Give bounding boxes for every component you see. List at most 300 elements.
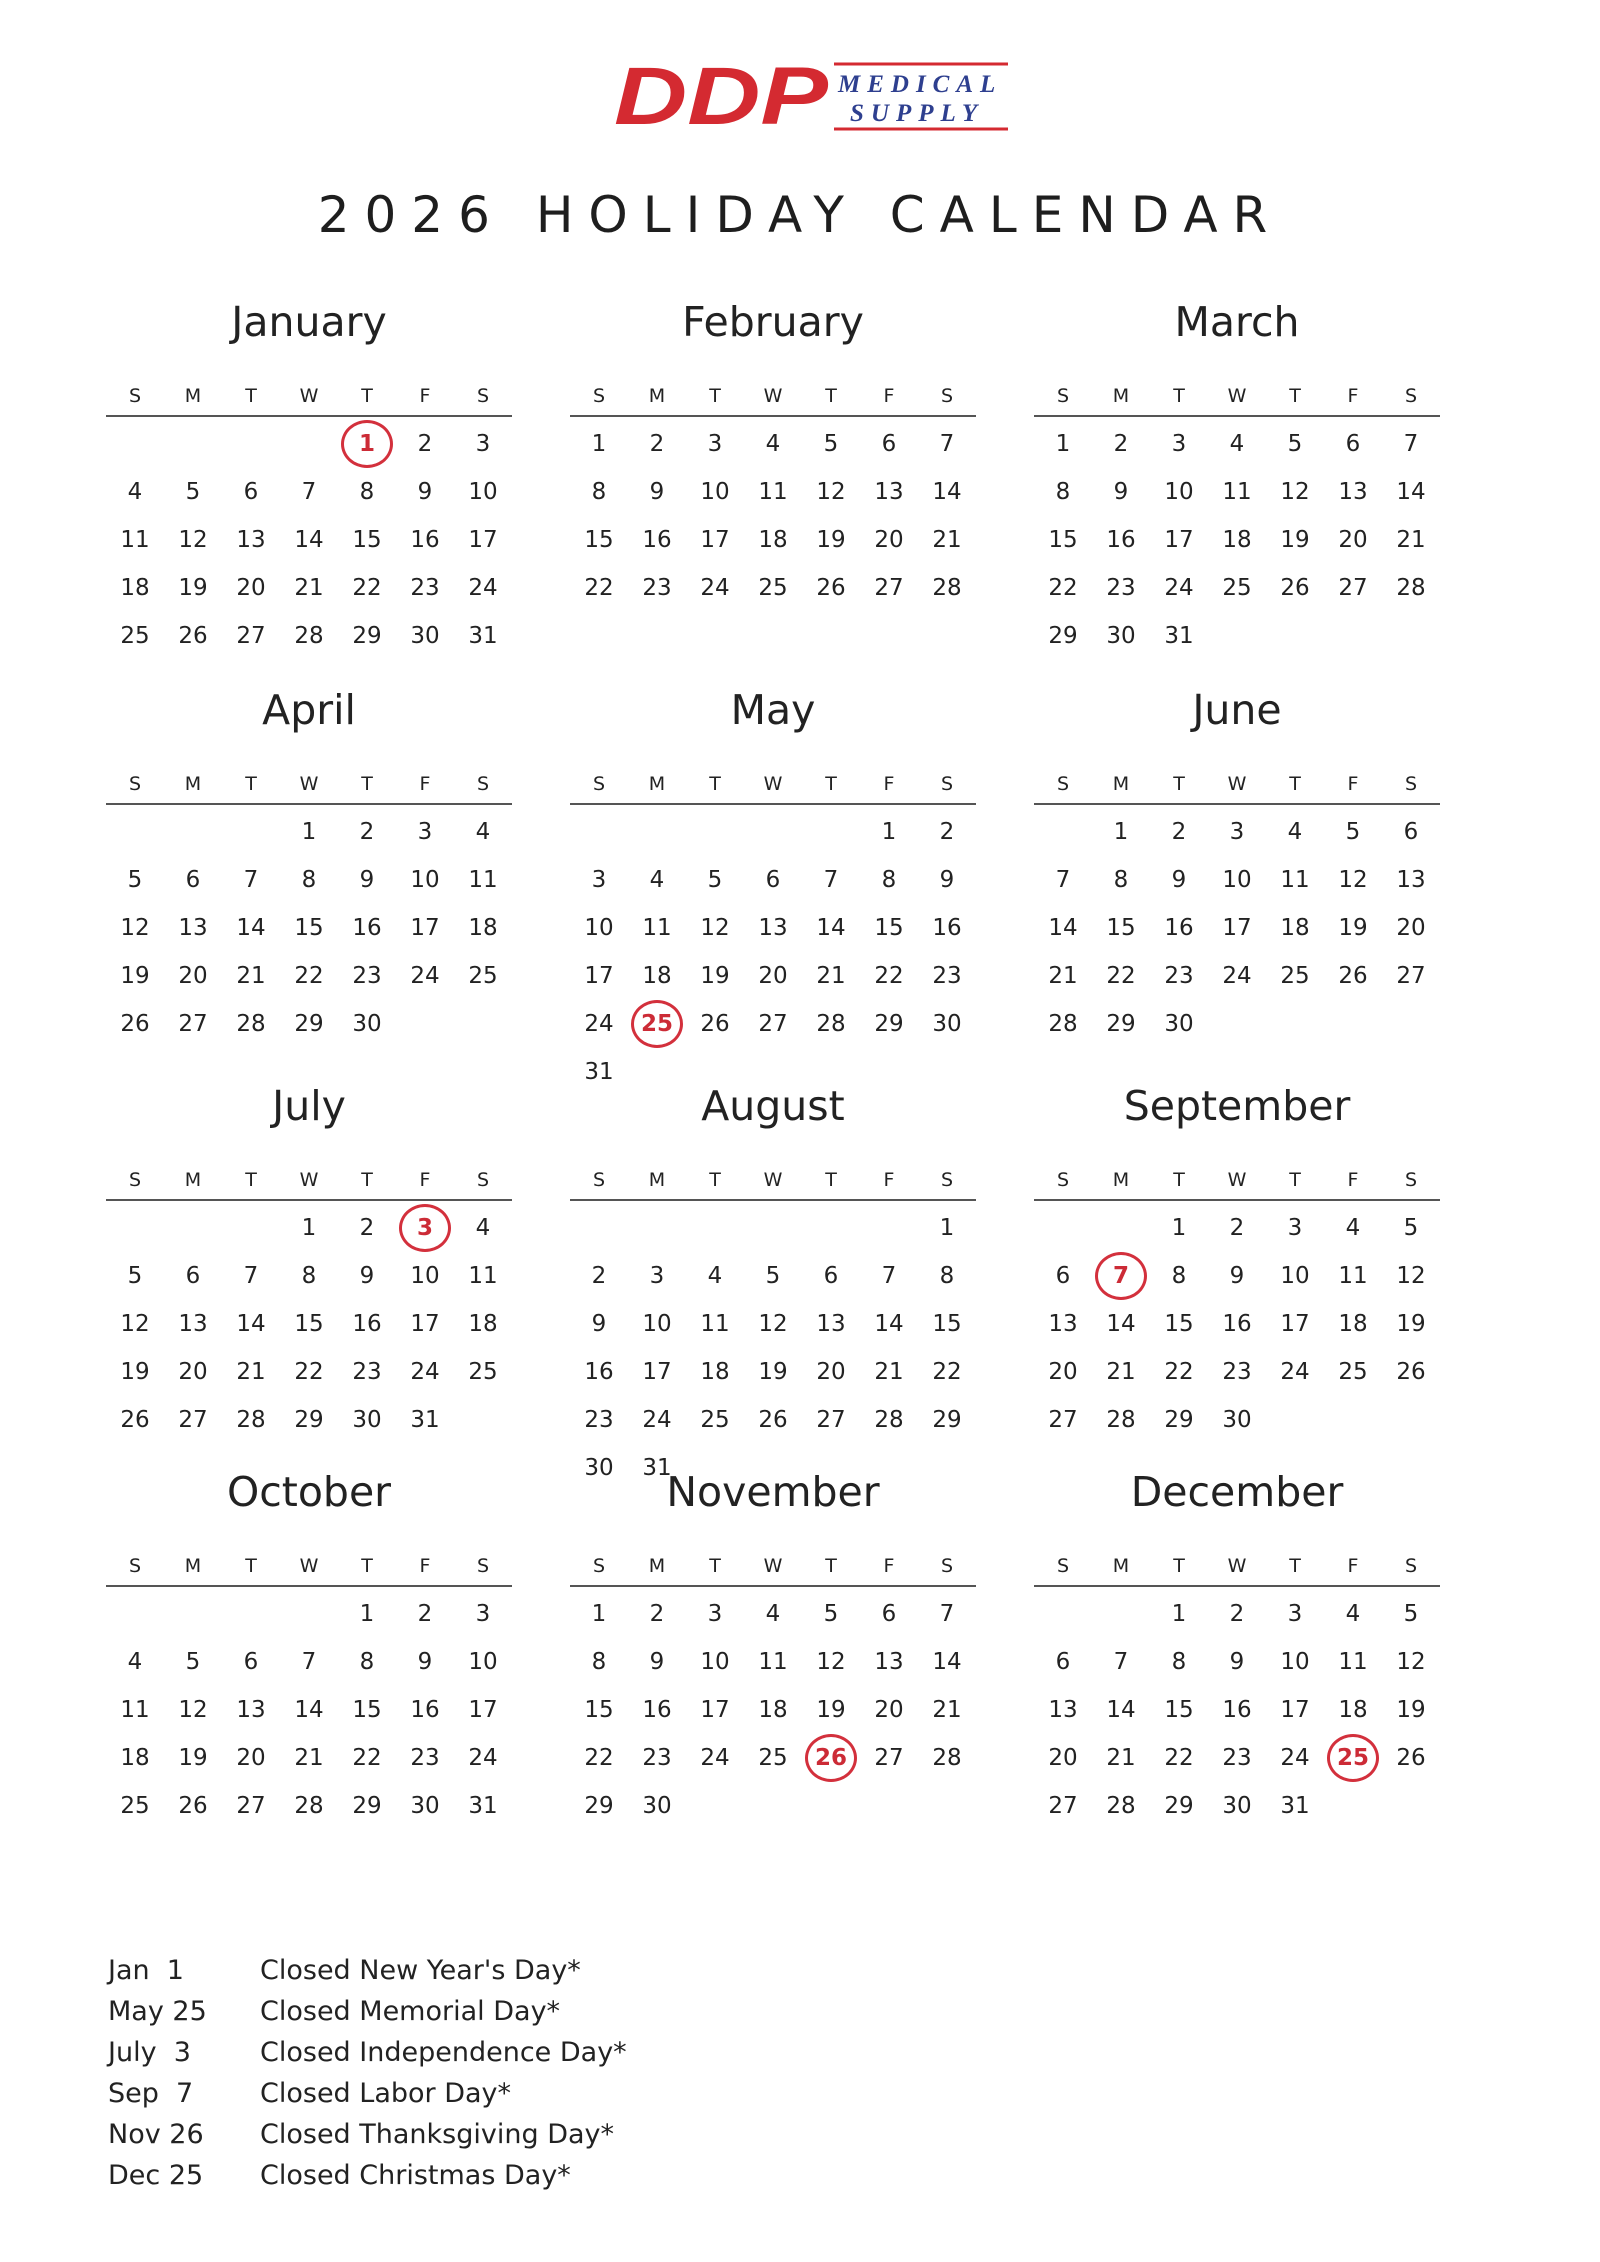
weekday-header: [570, 1169, 976, 1201]
calendar-day: 15: [294, 915, 324, 941]
calendar-day: 10: [1222, 867, 1252, 893]
calendar-day: 23: [352, 1359, 382, 1385]
calendar-day: 17: [410, 1311, 440, 1337]
calendar-day: 14: [294, 527, 324, 553]
calendar-day: 10: [410, 1263, 440, 1289]
calendar-day: 19: [178, 1745, 208, 1771]
calendar-day: 13: [874, 1649, 904, 1675]
month-april: [106, 686, 512, 1066]
calendar-day: 5: [185, 479, 201, 505]
weekday-label: W: [1227, 385, 1247, 407]
calendar-day: 20: [1048, 1745, 1078, 1771]
calendar-day: 30: [352, 1011, 382, 1037]
weekday-header: [106, 1169, 512, 1201]
holiday-list-date: Dec 25: [108, 2160, 204, 2191]
calendar-day: 5: [765, 1263, 781, 1289]
holiday-date: 3: [416, 1215, 433, 1241]
calendar-day: 30: [1164, 1011, 1194, 1037]
calendar-day: 31: [468, 623, 498, 649]
calendar-day: 15: [352, 527, 382, 553]
weekday-label: S: [592, 1555, 606, 1577]
calendar-day: 5: [1345, 819, 1361, 845]
weekday-label: M: [1112, 1169, 1130, 1191]
weekday-label: S: [476, 1555, 490, 1577]
calendar-day: 27: [874, 575, 904, 601]
calendar-day: 26: [816, 575, 846, 601]
calendar-day: 22: [1106, 963, 1136, 989]
calendar-day: 26: [1396, 1359, 1426, 1385]
weekday-label: T: [245, 773, 257, 795]
calendar-day: 13: [1048, 1311, 1078, 1337]
calendar-day: 23: [642, 1745, 672, 1771]
weekday-label: T: [709, 1169, 721, 1191]
calendar-day: 24: [700, 1745, 730, 1771]
calendar-day: 17: [468, 527, 498, 553]
weekday-label: W: [299, 1169, 319, 1191]
calendar-day: 13: [178, 1311, 208, 1337]
month-name: July: [272, 1082, 346, 1130]
calendar-day: 15: [584, 1697, 614, 1723]
calendar-day: 11: [758, 1649, 788, 1675]
calendar-day: 31: [1280, 1793, 1310, 1819]
calendar-day: 24: [642, 1407, 672, 1433]
calendar-day: 25: [468, 1359, 498, 1385]
weekday-label: W: [763, 1555, 783, 1577]
calendar-day: 27: [1048, 1793, 1078, 1819]
calendar-day: 21: [1106, 1745, 1136, 1771]
calendar-day: 1: [1055, 431, 1071, 457]
weekday-label: W: [763, 1169, 783, 1191]
calendar-day: 25: [120, 1793, 150, 1819]
calendar-day: 26: [120, 1407, 150, 1433]
calendar-day: 25: [700, 1407, 730, 1433]
calendar-day: 17: [468, 1697, 498, 1723]
weekday-label: T: [1289, 385, 1301, 407]
calendar-day: 10: [410, 867, 440, 893]
calendar-day: 27: [236, 623, 266, 649]
weekday-label: F: [1347, 385, 1359, 407]
calendar-day: 19: [120, 963, 150, 989]
calendar-day: 20: [874, 1697, 904, 1723]
holiday-date: 7: [1112, 1263, 1129, 1289]
calendar-day: 18: [120, 1745, 150, 1771]
calendar-day: 6: [1055, 1649, 1071, 1675]
calendar-day: 31: [410, 1407, 440, 1433]
calendar-day: 29: [1106, 1011, 1136, 1037]
calendar-day: 19: [178, 575, 208, 601]
calendar-day: 25: [468, 963, 498, 989]
month-name: May: [730, 686, 816, 734]
calendar-day: 14: [1106, 1311, 1136, 1337]
calendar-day: 13: [236, 1697, 266, 1723]
calendar-day: 28: [1048, 1011, 1078, 1037]
weekday-header: [1034, 385, 1440, 417]
month-name: April: [262, 686, 356, 734]
month-december: [1034, 1468, 1440, 1848]
calendar-day: 16: [410, 1697, 440, 1723]
calendar-day: 11: [120, 527, 150, 553]
calendar-day: 4: [127, 479, 143, 505]
calendar-day: 13: [178, 915, 208, 941]
weekday-label: F: [419, 1169, 431, 1191]
calendar-day: 24: [584, 1011, 614, 1037]
calendar-day: 8: [359, 479, 375, 505]
calendar-day: 7: [243, 867, 259, 893]
calendar-day: 10: [1280, 1263, 1310, 1289]
calendar-day: 9: [1229, 1263, 1245, 1289]
calendar-day: 29: [294, 1407, 324, 1433]
month-november: [570, 1468, 976, 1848]
calendar-day: 19: [1396, 1697, 1426, 1723]
calendar-day: 2: [939, 819, 955, 845]
calendar-day: 30: [1222, 1793, 1252, 1819]
calendar-day: 2: [417, 431, 433, 457]
month-june: [1034, 686, 1440, 1066]
weekday-label: T: [361, 385, 373, 407]
calendar-day: 5: [823, 431, 839, 457]
logo-brand: DDP: [614, 54, 829, 134]
calendar-day: 8: [939, 1263, 955, 1289]
calendar-day: 20: [1338, 527, 1368, 553]
calendar-day: 14: [236, 1311, 266, 1337]
calendar-day: 8: [1113, 867, 1129, 893]
calendar-day: 7: [823, 867, 839, 893]
calendar-day: 5: [127, 867, 143, 893]
calendar-day: 9: [1229, 1649, 1245, 1675]
month-september: [1034, 1082, 1440, 1462]
month-may: [570, 686, 976, 1085]
weekday-label: F: [1347, 1169, 1359, 1191]
calendar-day: 4: [707, 1263, 723, 1289]
weekday-label: S: [940, 1169, 954, 1191]
calendar-day: 12: [178, 527, 208, 553]
month-february: [570, 298, 976, 678]
weekday-label: S: [940, 385, 954, 407]
weekday-header: [106, 385, 512, 417]
calendar-day: 20: [236, 1745, 266, 1771]
calendar-day: 24: [700, 575, 730, 601]
calendar-day: 9: [591, 1311, 607, 1337]
calendar-day: 26: [1338, 963, 1368, 989]
weekday-label: S: [1404, 773, 1418, 795]
weekday-label: S: [476, 1169, 490, 1191]
calendar-day: 11: [758, 479, 788, 505]
calendar-day: 25: [1222, 575, 1252, 601]
calendar-day: 6: [881, 1601, 897, 1627]
calendar-day: 31: [584, 1059, 614, 1085]
calendar-day: 11: [1338, 1649, 1368, 1675]
calendar-day: 12: [1396, 1649, 1426, 1675]
weekday-label: M: [184, 1169, 202, 1191]
calendar-day: 10: [1164, 479, 1194, 505]
calendar-day: 5: [823, 1601, 839, 1627]
calendar-day: 4: [765, 1601, 781, 1627]
calendar-day: 17: [700, 1697, 730, 1723]
calendar-day: 19: [1338, 915, 1368, 941]
calendar-day: 6: [881, 431, 897, 457]
calendar-day: 25: [120, 623, 150, 649]
calendar-day: 21: [932, 1697, 962, 1723]
calendar-day: 15: [294, 1311, 324, 1337]
weekday-label: M: [648, 1555, 666, 1577]
calendar-day: 19: [816, 527, 846, 553]
weekday-label: W: [299, 773, 319, 795]
calendar-day: 12: [816, 1649, 846, 1675]
calendar-day: 17: [584, 963, 614, 989]
calendar-day: 3: [1287, 1215, 1303, 1241]
logo-line1: MEDICAL: [838, 71, 1003, 98]
calendar-day: 27: [874, 1745, 904, 1771]
calendar-day: 14: [1396, 479, 1426, 505]
calendar-day: 20: [178, 963, 208, 989]
calendar-day: 2: [359, 1215, 375, 1241]
holiday-list-description: Closed Memorial Day*: [260, 1996, 561, 2027]
calendar-day: 9: [417, 479, 433, 505]
calendar-day: 7: [301, 479, 317, 505]
calendar-day: 5: [1403, 1601, 1419, 1627]
month-name: January: [231, 298, 387, 346]
calendar-day: 24: [410, 1359, 440, 1385]
calendar-day: 23: [642, 575, 672, 601]
calendar-day: 22: [1048, 575, 1078, 601]
calendar-day: 24: [1164, 575, 1194, 601]
calendar-day: 18: [120, 575, 150, 601]
calendar-day: 4: [475, 819, 491, 845]
calendar-day: 18: [468, 915, 498, 941]
calendar-day: 8: [1055, 479, 1071, 505]
calendar-day: 27: [178, 1011, 208, 1037]
calendar-day: 14: [874, 1311, 904, 1337]
calendar-day: 16: [1106, 527, 1136, 553]
calendar-day: 13: [1396, 867, 1426, 893]
calendar-day: 16: [410, 527, 440, 553]
calendar-day: 20: [758, 963, 788, 989]
calendar-day: 26: [1280, 575, 1310, 601]
calendar-day: 18: [1338, 1697, 1368, 1723]
calendar-day: 1: [881, 819, 897, 845]
month-name: March: [1174, 298, 1300, 346]
calendar-day: 28: [932, 1745, 962, 1771]
weekday-label: T: [825, 773, 837, 795]
calendar-day: 10: [468, 479, 498, 505]
calendar-day: 15: [1164, 1311, 1194, 1337]
calendar-day: 11: [1280, 867, 1310, 893]
calendar-day: 18: [758, 527, 788, 553]
calendar-day: 21: [236, 963, 266, 989]
calendar-day: 8: [301, 1263, 317, 1289]
calendar-day: 13: [816, 1311, 846, 1337]
calendar-day: 8: [301, 867, 317, 893]
calendar-day: 2: [417, 1601, 433, 1627]
calendar-day: 11: [642, 915, 672, 941]
calendar-day: 23: [1106, 575, 1136, 601]
calendar-day: 23: [1222, 1359, 1252, 1385]
weekday-label: T: [709, 773, 721, 795]
calendar-day: 6: [185, 867, 201, 893]
holiday-list-description: Closed Independence Day*: [260, 2037, 627, 2068]
calendar-day: 13: [1338, 479, 1368, 505]
holiday-date: 25: [1336, 1745, 1369, 1771]
weekday-label: S: [1404, 1555, 1418, 1577]
calendar-day: 18: [468, 1311, 498, 1337]
calendar-day: 19: [700, 963, 730, 989]
calendar-day: 29: [1048, 623, 1078, 649]
weekday-header: [1034, 1169, 1440, 1201]
calendar-day: 29: [352, 1793, 382, 1819]
calendar-day: 17: [1280, 1697, 1310, 1723]
calendar-day: 2: [591, 1263, 607, 1289]
calendar-day: 21: [874, 1359, 904, 1385]
calendar-day: 2: [1229, 1215, 1245, 1241]
calendar-day: 12: [120, 915, 150, 941]
weekday-label: T: [709, 1555, 721, 1577]
weekday-label: F: [419, 773, 431, 795]
calendar-day: 30: [932, 1011, 962, 1037]
holiday-list-date: Jan 1: [108, 1955, 184, 1986]
calendar-day: 15: [932, 1311, 962, 1337]
calendar-day: 22: [932, 1359, 962, 1385]
month-name: September: [1123, 1082, 1351, 1130]
calendar-day: 1: [1171, 1601, 1187, 1627]
calendar-day: 16: [1164, 915, 1194, 941]
calendar-day: 1: [591, 431, 607, 457]
calendar-day: 29: [294, 1011, 324, 1037]
calendar-day: 23: [410, 1745, 440, 1771]
calendar-day: 3: [1171, 431, 1187, 457]
calendar-day: 17: [1164, 527, 1194, 553]
calendar-day: 23: [1164, 963, 1194, 989]
calendar-day: 15: [1106, 915, 1136, 941]
calendar-day: 9: [939, 867, 955, 893]
calendar-day: 7: [939, 431, 955, 457]
calendar-day: 18: [700, 1359, 730, 1385]
calendar-day: 10: [700, 479, 730, 505]
calendar-day: 8: [1171, 1263, 1187, 1289]
calendar-day: 20: [1396, 915, 1426, 941]
calendar-day: 29: [932, 1407, 962, 1433]
weekday-header: [106, 773, 512, 805]
weekday-label: T: [245, 1555, 257, 1577]
calendar-day: 3: [707, 1601, 723, 1627]
calendar-day: 14: [932, 1649, 962, 1675]
calendar-day: 6: [185, 1263, 201, 1289]
calendar-day: 17: [642, 1359, 672, 1385]
calendar-day: 16: [1222, 1311, 1252, 1337]
weekday-label: F: [883, 1555, 895, 1577]
calendar-day: 3: [649, 1263, 665, 1289]
calendar-day: 26: [178, 1793, 208, 1819]
weekday-header: [1034, 1555, 1440, 1587]
calendar-day: 26: [1396, 1745, 1426, 1771]
calendar-day: 10: [700, 1649, 730, 1675]
calendar-day: 1: [1171, 1215, 1187, 1241]
calendar-day: 8: [1171, 1649, 1187, 1675]
calendar-day: 1: [301, 1215, 317, 1241]
calendar-day: 15: [1164, 1697, 1194, 1723]
calendar-day: 3: [475, 1601, 491, 1627]
calendar-day: 11: [468, 1263, 498, 1289]
weekday-label: F: [419, 1555, 431, 1577]
weekday-header: [570, 773, 976, 805]
calendar-day: 16: [352, 1311, 382, 1337]
calendar-day: 17: [1222, 915, 1252, 941]
calendar-day: 13: [874, 479, 904, 505]
calendar-day: 26: [178, 623, 208, 649]
calendar-day: 11: [120, 1697, 150, 1723]
calendar-day: 28: [816, 1011, 846, 1037]
calendar-day: 31: [468, 1793, 498, 1819]
calendar-day: 21: [1396, 527, 1426, 553]
weekday-label: S: [1056, 773, 1070, 795]
calendar-day: 11: [1338, 1263, 1368, 1289]
calendar-day: 20: [1048, 1359, 1078, 1385]
calendar-day: 17: [410, 915, 440, 941]
calendar-day: 30: [584, 1455, 614, 1481]
calendar-day: 23: [932, 963, 962, 989]
weekday-label: M: [184, 773, 202, 795]
calendar-day: 14: [816, 915, 846, 941]
weekday-label: W: [1227, 1169, 1247, 1191]
weekday-label: T: [825, 385, 837, 407]
calendar-day: 30: [1222, 1407, 1252, 1433]
calendar-day: 15: [874, 915, 904, 941]
calendar-day: 24: [410, 963, 440, 989]
weekday-label: M: [648, 385, 666, 407]
holiday-date: 25: [640, 1011, 673, 1037]
calendar-day: 20: [816, 1359, 846, 1385]
weekday-label: S: [128, 1555, 142, 1577]
calendar-day: 27: [1338, 575, 1368, 601]
calendar-day: 20: [178, 1359, 208, 1385]
calendar-day: 4: [649, 867, 665, 893]
calendar-day: 4: [127, 1649, 143, 1675]
weekday-label: F: [1347, 773, 1359, 795]
calendar-day: 18: [1222, 527, 1252, 553]
calendar-day: 3: [1287, 1601, 1303, 1627]
calendar-day: 27: [1396, 963, 1426, 989]
calendar-day: 21: [816, 963, 846, 989]
weekday-label: T: [1173, 385, 1185, 407]
calendar-day: 6: [765, 867, 781, 893]
holiday-list-date: Nov 26: [108, 2119, 204, 2150]
calendar-day: 30: [1106, 623, 1136, 649]
holiday-list-date: Sep 7: [108, 2078, 194, 2109]
weekday-label: M: [1112, 773, 1130, 795]
weekday-label: W: [763, 385, 783, 407]
calendar-day: 18: [758, 1697, 788, 1723]
month-name: February: [682, 298, 864, 346]
weekday-label: W: [763, 773, 783, 795]
calendar-day: 2: [649, 431, 665, 457]
calendar-day: 24: [1280, 1359, 1310, 1385]
calendar-day: 13: [758, 915, 788, 941]
calendar-day: 28: [294, 623, 324, 649]
weekday-label: T: [1289, 1169, 1301, 1191]
calendar-day: 24: [468, 1745, 498, 1771]
calendar-day: 5: [127, 1263, 143, 1289]
calendar-day: 15: [584, 527, 614, 553]
weekday-label: S: [1404, 385, 1418, 407]
calendar-day: 21: [1048, 963, 1078, 989]
calendar-day: 21: [236, 1359, 266, 1385]
calendar-day: 26: [758, 1407, 788, 1433]
calendar-day: 29: [584, 1793, 614, 1819]
weekday-label: S: [476, 385, 490, 407]
calendar-day: 24: [468, 575, 498, 601]
calendar-day: 16: [642, 527, 672, 553]
holiday-list-description: Closed New Year's Day*: [260, 1955, 581, 1986]
calendar-day: 22: [352, 575, 382, 601]
